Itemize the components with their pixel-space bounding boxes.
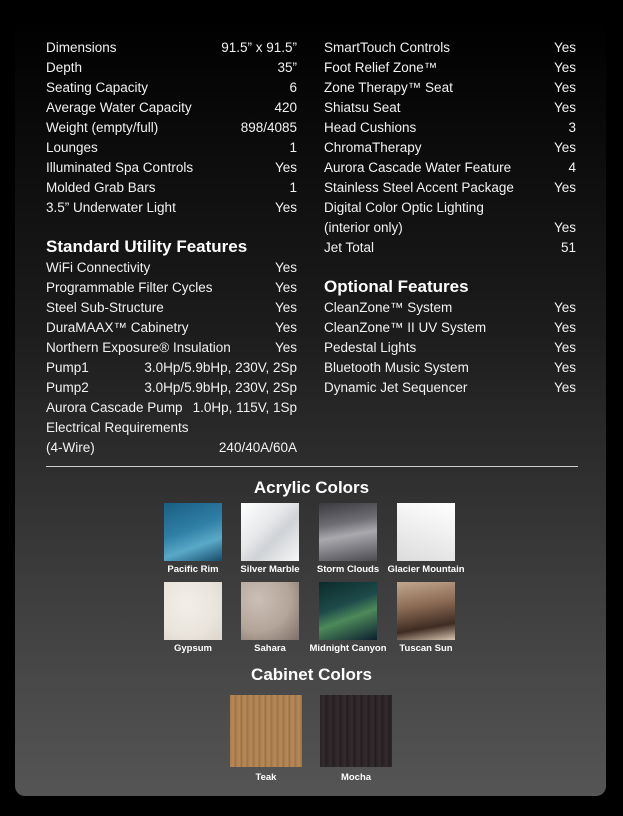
spec-right-label: Aurora Cascade Water Feature <box>324 160 512 175</box>
cabinet-colors-heading: Cabinet Colors <box>251 665 372 684</box>
spec-right-value: Yes <box>553 140 576 155</box>
spec-left-row <box>46 118 297 138</box>
optional-item-row <box>324 358 576 378</box>
optional-item-row <box>324 318 576 338</box>
pump1-row <box>46 358 297 378</box>
spec-right-label: Head Cushions <box>324 120 417 135</box>
acrylic-swatch-label: Storm Clouds <box>316 564 380 575</box>
pump1-label: Pump1 <box>46 360 89 375</box>
pump1-value: 3.0Hp/5.9bHp, 230V, 2Sp <box>144 360 297 375</box>
optional-item-row <box>324 378 576 398</box>
spec-right-row <box>324 98 576 118</box>
spec-left-row <box>46 38 297 58</box>
digital-lighting-row-1 <box>324 198 576 218</box>
spec-left-value: 1 <box>289 180 297 195</box>
acrylic-swatch <box>319 582 377 640</box>
spec-right-label: SmartTouch Controls <box>324 40 451 55</box>
acrylic-swatch-label: Sahara <box>254 643 286 654</box>
acrylic-swatch <box>241 503 299 561</box>
cabinet-swatch <box>230 695 302 767</box>
cabinet-swatch-label: Teak <box>255 772 277 783</box>
optional-item-label: Bluetooth Music System <box>324 360 469 375</box>
spec-right-label: Stainless Steel Accent Package <box>324 180 514 195</box>
acrylic-swatch <box>397 582 455 640</box>
pump2-label: Pump2 <box>46 380 89 395</box>
spec-right-row <box>324 138 576 158</box>
spec-left-value: 35” <box>277 60 297 75</box>
spec-left-label: Illuminated Spa Controls <box>46 160 194 175</box>
acrylic-swatch-label: Midnight Canyon <box>309 643 387 654</box>
utility-item-value: Yes <box>274 320 297 335</box>
acrylic-swatch <box>164 503 222 561</box>
electrical-value: 240/40A/60A <box>218 440 297 455</box>
optional-item-value: Yes <box>553 360 576 375</box>
spec-left-value: 1 <box>289 140 297 155</box>
spec-right-row <box>324 78 576 98</box>
spec-right-row <box>324 158 576 178</box>
spec-left-row <box>46 98 297 118</box>
optional-item-value: Yes <box>553 380 576 395</box>
utility-item-row <box>46 338 297 358</box>
acrylic-swatch-label: Tuscan Sun <box>399 643 453 654</box>
spec-right-value: Yes <box>553 100 576 115</box>
spec-left-row <box>46 58 297 78</box>
optional-item-row <box>324 298 576 318</box>
optional-item-value: Yes <box>553 320 576 335</box>
optional-item-value: Yes <box>553 300 576 315</box>
utility-item-row <box>46 258 297 278</box>
aurora-pump-value: 1.0Hp, 115V, 1Sp <box>192 400 297 415</box>
spec-left-value: 898/4085 <box>240 120 297 135</box>
spec-left-row <box>46 78 297 98</box>
spec-left-label: Dimensions <box>46 40 117 55</box>
optional-features-heading: Optional Features <box>324 277 469 296</box>
utility-item-label: Steel Sub-Structure <box>46 300 164 315</box>
spec-right-value: 3 <box>568 120 576 135</box>
jet-total-value: 51 <box>560 240 576 255</box>
digital-lighting-value: Yes <box>553 220 576 235</box>
acrylic-swatch <box>319 503 377 561</box>
spec-left-label: Weight (empty/full) <box>46 120 159 135</box>
acrylic-swatch-label: Glacier Mountain <box>387 564 465 575</box>
spec-right-label: Zone Therapy™ Seat <box>324 80 453 95</box>
spec-right-row <box>324 178 576 198</box>
acrylic-swatch-label: Pacific Rim <box>167 564 219 575</box>
acrylic-colors-heading: Acrylic Colors <box>253 478 370 497</box>
utility-item-value: Yes <box>274 260 297 275</box>
cabinet-swatch-label: Mocha <box>340 772 372 783</box>
utility-item-label: Programmable Filter Cycles <box>46 280 213 295</box>
section-divider <box>46 466 578 467</box>
spec-left-row <box>46 138 297 158</box>
utility-item-label: Northern Exposure® Insulation <box>46 340 231 355</box>
acrylic-swatch <box>397 503 455 561</box>
spec-right-label: ChromaTherapy <box>324 140 422 155</box>
optional-item-label: CleanZone™ II UV System <box>324 320 487 335</box>
acrylic-swatch-label: Silver Marble <box>240 564 300 575</box>
spec-left-label: Lounges <box>46 140 98 155</box>
spec-right-label: Foot Relief Zone™ <box>324 60 438 75</box>
optional-item-label: Pedestal Lights <box>324 340 417 355</box>
cabinet-swatch <box>320 695 392 767</box>
electrical-label-2: (4-Wire) <box>46 440 95 455</box>
spec-left-value: 6 <box>289 80 297 95</box>
acrylic-swatch <box>164 582 222 640</box>
standard-utility-heading: Standard Utility Features <box>46 237 248 256</box>
electrical-row-1 <box>46 418 297 438</box>
spec-right-value: 4 <box>568 160 576 175</box>
electrical-label: Electrical Requirements <box>46 420 189 435</box>
optional-item-row <box>324 338 576 358</box>
spec-right-value: Yes <box>553 60 576 75</box>
digital-lighting-label-2: (interior only) <box>324 220 403 235</box>
electrical-row-2 <box>46 438 297 458</box>
aurora-pump-row <box>46 398 297 418</box>
spec-right-label: Shiatsu Seat <box>324 100 401 115</box>
spec-right-value: Yes <box>553 80 576 95</box>
utility-item-row <box>46 278 297 298</box>
acrylic-swatch-label: Gypsum <box>173 643 212 654</box>
pump2-row <box>46 378 297 398</box>
spec-right-value: Yes <box>553 180 576 195</box>
optional-item-label: Dynamic Jet Sequencer <box>324 380 468 395</box>
spec-left-row <box>46 178 297 198</box>
optional-item-value: Yes <box>553 340 576 355</box>
spec-left-row <box>46 198 297 218</box>
digital-lighting-label: Digital Color Optic Lighting <box>324 200 484 215</box>
spec-right-value: Yes <box>553 40 576 55</box>
utility-item-value: Yes <box>274 340 297 355</box>
utility-item-value: Yes <box>274 300 297 315</box>
utility-item-label: WiFi Connectivity <box>46 260 151 275</box>
spec-left-label: Molded Grab Bars <box>46 180 156 195</box>
spec-left-label: Depth <box>46 60 83 75</box>
spec-right-row <box>324 38 576 58</box>
utility-item-row <box>46 318 297 338</box>
spec-left-label: 3.5” Underwater Light <box>46 200 176 215</box>
utility-item-label: DuraMAAX™ Cabinetry <box>46 320 189 335</box>
spec-right-row <box>324 118 576 138</box>
spec-left-label: Seating Capacity <box>46 80 149 95</box>
pump2-value: 3.0Hp/5.9bHp, 230V, 2Sp <box>144 380 297 395</box>
aurora-pump-label: Aurora Cascade Pump <box>46 400 183 415</box>
spec-left-value: 91.5” x 91.5” <box>221 40 297 55</box>
acrylic-swatch <box>241 582 299 640</box>
jet-total-row <box>324 238 576 258</box>
spec-left-value: Yes <box>274 160 297 175</box>
utility-item-row <box>46 298 297 318</box>
spec-left-label: Average Water Capacity <box>46 100 192 115</box>
spec-left-row <box>46 158 297 178</box>
spec-left-value: 420 <box>274 100 297 115</box>
spec-right-row <box>324 58 576 78</box>
optional-item-label: CleanZone™ System <box>324 300 453 315</box>
digital-lighting-row-2 <box>324 218 576 238</box>
spec-left-value: Yes <box>274 200 297 215</box>
jet-total-label: Jet Total <box>324 240 375 255</box>
utility-item-value: Yes <box>274 280 297 295</box>
